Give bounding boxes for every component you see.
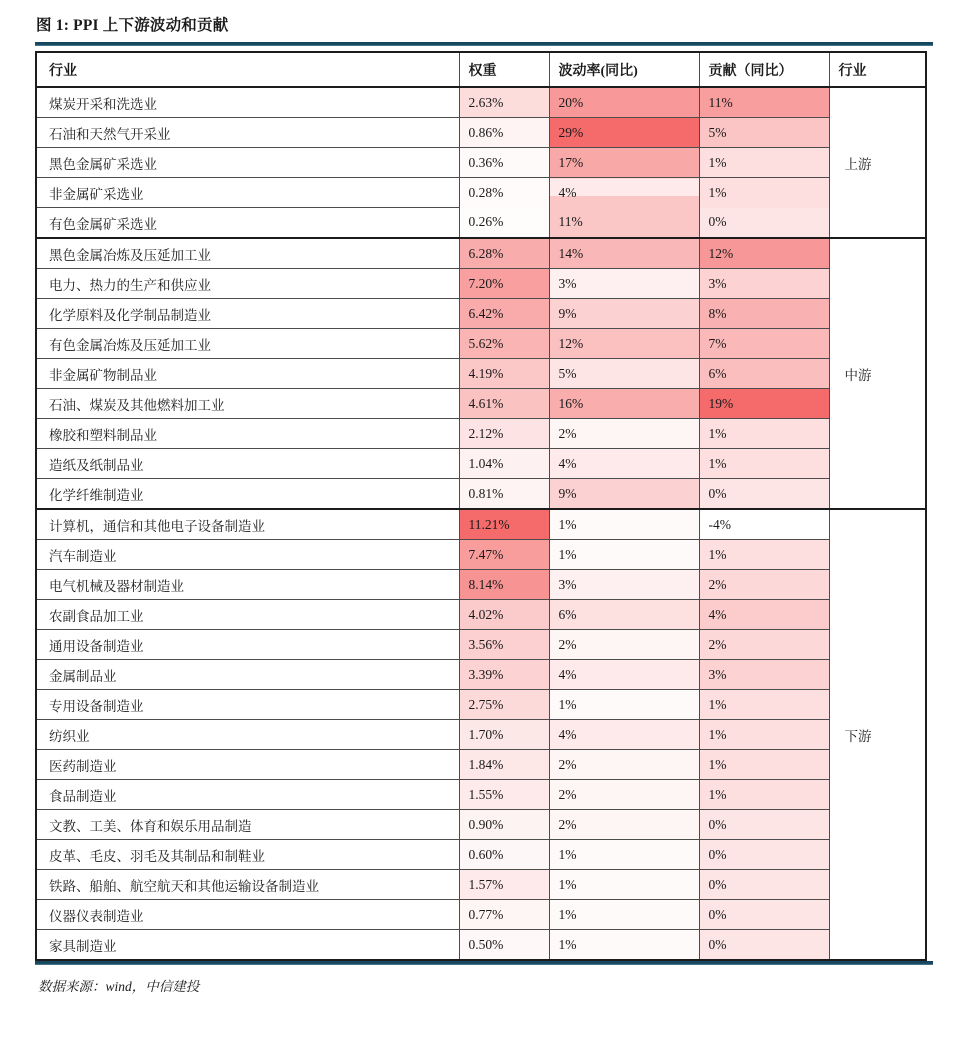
- col-header-volatility: 波动率(同比): [549, 52, 699, 87]
- contribution-cell: 0%: [699, 479, 829, 510]
- col-header-weight: 权重: [459, 52, 549, 87]
- table-row: [36, 810, 926, 840]
- volatility-cell: 2%: [549, 780, 699, 810]
- weight-cell: 0.28%: [459, 178, 549, 208]
- weight-cell: 0.77%: [459, 900, 549, 930]
- weight-cell: 0.81%: [459, 479, 549, 510]
- industry-cell: 有色金属冶炼及压延加工业: [36, 329, 459, 359]
- table-row: [36, 840, 926, 870]
- volatility-cell: 17%: [549, 148, 699, 178]
- weight-cell: 6.42%: [459, 299, 549, 329]
- volatility-cell: 29%: [549, 118, 699, 148]
- volatility-cell: 6%: [549, 600, 699, 630]
- weight-cell: 0.26%: [459, 208, 549, 239]
- table-row: [36, 389, 926, 419]
- weight-cell: 0.86%: [459, 118, 549, 148]
- table-row: [36, 148, 926, 178]
- table-row: [36, 449, 926, 479]
- contribution-cell: 2%: [699, 630, 829, 660]
- industry-cell: 电气机械及器材制造业: [36, 570, 459, 600]
- weight-cell: 1.70%: [459, 720, 549, 750]
- stream-label-cell: 上游: [829, 87, 926, 238]
- industry-cell: 造纸及纸制品业: [36, 449, 459, 479]
- volatility-cell: 1%: [549, 540, 699, 570]
- contribution-cell: 1%: [699, 690, 829, 720]
- contribution-cell: 0%: [699, 930, 829, 961]
- contribution-cell: 1%: [699, 780, 829, 810]
- weight-cell: 3.39%: [459, 660, 549, 690]
- industry-cell: 汽车制造业: [36, 540, 459, 570]
- weight-cell: 11.21%: [459, 509, 549, 540]
- industry-cell: 家具制造业: [36, 930, 459, 961]
- industry-cell: 纺织业: [36, 720, 459, 750]
- industry-cell: 化学原料及化学制品制造业: [36, 299, 459, 329]
- weight-cell: 3.56%: [459, 630, 549, 660]
- contribution-cell: 11%: [699, 87, 829, 118]
- col-header-industry: 行业: [36, 52, 459, 87]
- contribution-cell: 3%: [699, 269, 829, 299]
- weight-cell: 7.20%: [459, 269, 549, 299]
- table-row: [36, 750, 926, 780]
- ppi-table: [35, 51, 927, 961]
- table-body: [36, 87, 926, 960]
- weight-cell: 0.60%: [459, 840, 549, 870]
- weight-cell: 4.02%: [459, 600, 549, 630]
- volatility-cell: 2%: [549, 419, 699, 449]
- table-row: [36, 630, 926, 660]
- industry-cell: 化学纤维制造业: [36, 479, 459, 510]
- volatility-cell: 4%: [549, 660, 699, 690]
- volatility-cell: 1%: [549, 870, 699, 900]
- header-row: [36, 52, 926, 87]
- volatility-cell: 4%: [549, 720, 699, 750]
- table-row: [36, 900, 926, 930]
- industry-cell: 黑色金属冶炼及压延加工业: [36, 238, 459, 269]
- contribution-cell: 1%: [699, 178, 829, 208]
- industry-cell: 计算机，通信和其他电子设备制造业: [36, 509, 459, 540]
- volatility-cell: 2%: [549, 750, 699, 780]
- weight-cell: 2.63%: [459, 87, 549, 118]
- weight-cell: 5.62%: [459, 329, 549, 359]
- industry-cell: 文教、工美、体育和娱乐用品制造: [36, 810, 459, 840]
- weight-cell: 2.12%: [459, 419, 549, 449]
- weight-cell: 0.50%: [459, 930, 549, 961]
- volatility-cell: 4%: [549, 178, 699, 208]
- table-row: [36, 329, 926, 359]
- industry-cell: 仪器仪表制造业: [36, 900, 459, 930]
- contribution-cell: 12%: [699, 238, 829, 269]
- table-header: [36, 52, 926, 87]
- volatility-cell: 3%: [549, 269, 699, 299]
- contribution-cell: 4%: [699, 600, 829, 630]
- contribution-cell: 0%: [699, 840, 829, 870]
- table-row: [36, 419, 926, 449]
- table-row: [36, 660, 926, 690]
- volatility-cell: 2%: [549, 630, 699, 660]
- volatility-cell: 4%: [549, 449, 699, 479]
- table-row: [36, 178, 926, 208]
- volatility-cell: 1%: [549, 690, 699, 720]
- figure-title: 图 1: PPI 上下游波动和贡献: [36, 17, 229, 34]
- table-row: [36, 870, 926, 900]
- table-row: [36, 479, 926, 510]
- contribution-cell: 1%: [699, 148, 829, 178]
- table-row: [36, 600, 926, 630]
- industry-cell: 电力、热力的生产和供应业: [36, 269, 459, 299]
- industry-cell: 医药制造业: [36, 750, 459, 780]
- contribution-cell: 0%: [699, 870, 829, 900]
- contribution-cell: 1%: [699, 449, 829, 479]
- weight-cell: 0.36%: [459, 148, 549, 178]
- industry-cell: 铁路、船舶、航空航天和其他运输设备制造业: [36, 870, 459, 900]
- table-row: [36, 930, 926, 961]
- industry-cell: 通用设备制造业: [36, 630, 459, 660]
- table-row: [36, 269, 926, 299]
- industry-cell: 有色金属矿采选业: [36, 208, 459, 239]
- industry-cell: 煤炭开采和洗选业: [36, 87, 459, 118]
- volatility-cell: 1%: [549, 509, 699, 540]
- stream-label-cell: 中游: [829, 238, 926, 509]
- weight-cell: 4.61%: [459, 389, 549, 419]
- table-row: [36, 208, 926, 239]
- volatility-cell: 14%: [549, 238, 699, 269]
- source-note: 数据来源：wind，中信建投: [38, 979, 200, 994]
- weight-cell: 1.57%: [459, 870, 549, 900]
- industry-cell: 农副食品加工业: [36, 600, 459, 630]
- industry-cell: 皮革、毛皮、羽毛及其制品和制鞋业: [36, 840, 459, 870]
- industry-cell: 食品制造业: [36, 780, 459, 810]
- col-header-stream: 行业: [829, 52, 926, 87]
- contribution-cell: 1%: [699, 750, 829, 780]
- volatility-cell: 1%: [549, 930, 699, 961]
- industry-cell: 橡胶和塑料制品业: [36, 419, 459, 449]
- weight-cell: 7.47%: [459, 540, 549, 570]
- contribution-cell: 1%: [699, 419, 829, 449]
- table-row: [36, 238, 926, 269]
- col-header-contribution: 贡献（同比）: [699, 52, 829, 87]
- industry-cell: 非金属矿采选业: [36, 178, 459, 208]
- contribution-cell: 6%: [699, 359, 829, 389]
- volatility-cell: 5%: [549, 359, 699, 389]
- volatility-cell: 2%: [549, 810, 699, 840]
- contribution-cell: 1%: [699, 540, 829, 570]
- table-row: [36, 570, 926, 600]
- top-rule: [35, 42, 933, 46]
- table-row: [36, 87, 926, 118]
- table-row: [36, 780, 926, 810]
- industry-cell: 专用设备制造业: [36, 690, 459, 720]
- volatility-cell: 12%: [549, 329, 699, 359]
- contribution-cell: 3%: [699, 660, 829, 690]
- volatility-cell: 9%: [549, 299, 699, 329]
- industry-cell: 石油、煤炭及其他燃料加工业: [36, 389, 459, 419]
- volatility-cell: 1%: [549, 900, 699, 930]
- industry-cell: 石油和天然气开采业: [36, 118, 459, 148]
- weight-cell: 1.55%: [459, 780, 549, 810]
- weight-cell: 2.75%: [459, 690, 549, 720]
- contribution-cell: 0%: [699, 208, 829, 239]
- table-row: [36, 359, 926, 389]
- weight-cell: 6.28%: [459, 238, 549, 269]
- contribution-cell: 2%: [699, 570, 829, 600]
- table-row: [36, 720, 926, 750]
- table-row: [36, 299, 926, 329]
- contribution-cell: 8%: [699, 299, 829, 329]
- volatility-cell: 11%: [549, 208, 699, 239]
- volatility-cell: 9%: [549, 479, 699, 510]
- contribution-cell: 19%: [699, 389, 829, 419]
- volatility-cell: 20%: [549, 87, 699, 118]
- table-row: [36, 118, 926, 148]
- stream-label-cell: 下游: [829, 509, 926, 960]
- contribution-cell: 0%: [699, 810, 829, 840]
- table-row: [36, 690, 926, 720]
- volatility-cell: 1%: [549, 840, 699, 870]
- contribution-cell: -4%: [699, 509, 829, 540]
- industry-cell: 非金属矿物制品业: [36, 359, 459, 389]
- weight-cell: 0.90%: [459, 810, 549, 840]
- weight-cell: 1.04%: [459, 449, 549, 479]
- contribution-cell: 5%: [699, 118, 829, 148]
- industry-cell: 金属制品业: [36, 660, 459, 690]
- weight-cell: 4.19%: [459, 359, 549, 389]
- contribution-cell: 7%: [699, 329, 829, 359]
- industry-cell: 黑色金属矿采选业: [36, 148, 459, 178]
- table-row: [36, 540, 926, 570]
- volatility-cell: 16%: [549, 389, 699, 419]
- contribution-cell: 0%: [699, 900, 829, 930]
- weight-cell: 8.14%: [459, 570, 549, 600]
- volatility-cell: 3%: [549, 570, 699, 600]
- table-row: [36, 509, 926, 540]
- weight-cell: 1.84%: [459, 750, 549, 780]
- contribution-cell: 1%: [699, 720, 829, 750]
